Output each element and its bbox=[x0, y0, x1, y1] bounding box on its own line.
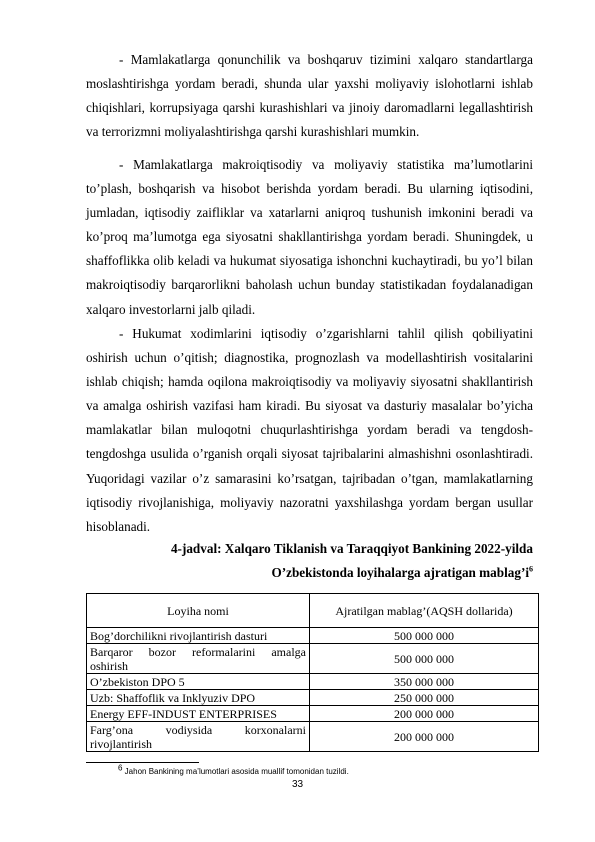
caption-text: O’zbekistonda loyihalarga ajratigan mablag’i bbox=[271, 565, 529, 580]
project-name: Uzb: Shaffoflik va Inklyuziv DPO bbox=[87, 690, 310, 706]
page-number: 33 bbox=[291, 779, 304, 790]
table-row bbox=[87, 706, 539, 722]
project-amount: 200 000 000 bbox=[310, 722, 539, 752]
table-caption-line2 bbox=[93, 561, 533, 585]
project-name: Barqaror bozor reformalarini amalga oshirish bbox=[87, 644, 310, 674]
table-row bbox=[87, 722, 539, 752]
project-name: Energy EFF-INDUST ENTERPRISES bbox=[87, 706, 310, 722]
footnote-text: Jahon Bankining ma’lumotlari asosida muallif tomonidan tuzildi. bbox=[122, 767, 349, 776]
footnote-divider bbox=[86, 762, 199, 763]
paragraph: - Mamlakatlarga makroiqtisodiy va moliyaviy statistika ma’lumotlarini to’plash, boshqarish va hisobot berishda yordam beradi. Bu ularning iqtisodini, jumladan, iqtisodiy zaifliklar va xatarlarni aniqroq tushunish imkonini beradi va ko’proq ma’lumotga ega siyosatni shakllantirishga yordam beradi. Shuningdek, u shaffoflikka olib keladi va hukumat siyosatiga ishonchni kuchaytiradi, bu yo’l bilan makroiqtisodiy barqarorlikni baholash uchun bunday statistikadan foydalanadigan xalqaro investorlarni jalb qiladi. bbox=[86, 157, 533, 317]
table-caption-line1: 4-jadval: Xalqaro Tiklanish va Taraqqiyot Bankining 2022-yilda bbox=[170, 541, 533, 556]
table-row bbox=[87, 628, 539, 644]
header-allocated-amount: Ajratilgan mablag’(AQSH dollarida) bbox=[310, 594, 539, 628]
project-amount: 350 000 000 bbox=[310, 674, 539, 690]
project-amount: 500 000 000 bbox=[310, 644, 539, 674]
footnote-number: 6 bbox=[118, 763, 123, 773]
paragraph: - Mamlakatlarga qonunchilik va boshqaruv tizimini xalqaro standartlarga moslashtirishga yordam beradi, shunda ular yaxshi moliyaviy islohotlarni ishlab chiqishlari, korrupsiyaga qarshi kurashishlari va jinoiy daromadlarni legallashtirish va terrorizmni moliyalashtirishga qarshi kurashishlari mumkin. bbox=[86, 52, 533, 140]
table-row bbox=[87, 690, 539, 706]
header-project-name: Loyiha nomi bbox=[87, 594, 310, 628]
project-name: Farg’ona vodiysida korxonalarni rivojlantirish bbox=[87, 722, 310, 752]
project-amount: 200 000 000 bbox=[310, 706, 539, 722]
table-row bbox=[87, 674, 539, 690]
project-name: Bog’dorchilikni rivojlantirish dasturi bbox=[87, 628, 310, 644]
footnote bbox=[118, 763, 349, 776]
paragraph: - Hukumat xodimlarini iqtisodiy o’zgarishlarni tahlil qilish qobiliyatini oshirish uchun o’qitish; diagnostika, prognozlash va modellashtirish vositalarini ishlab chiqish; hamda oqilona makroiqtisodiy va moliyaviy siyosatni shakllantirish va amalga oshirish vazifasi ham kiradi. Bu siyosat va dasturiy masalalar bo’yicha mamlakatlar bilan muloqotni chuqurlashtirishga yordam beradi va tengdosh-tengdoshga usulida o’rganish orqali siyosat tajribalarini almashishni osonlashtiradi. Yuqoridagi vazilar o’z samarasini ko’rsatgan, tajribadan o’tgan, mamlakatlarning iqtisodiy rivojlanishiga, moliyaviy nazoratni yaxshilashga yordam bergan usullar hisoblanadi. bbox=[86, 326, 533, 534]
footnote-marker: 6 bbox=[529, 564, 533, 574]
funding-table bbox=[86, 593, 539, 752]
table-row bbox=[87, 644, 539, 674]
project-amount: 250 000 000 bbox=[310, 690, 539, 706]
project-amount: 500 000 000 bbox=[310, 628, 539, 644]
project-name: O’zbekiston DPO 5 bbox=[87, 674, 310, 690]
